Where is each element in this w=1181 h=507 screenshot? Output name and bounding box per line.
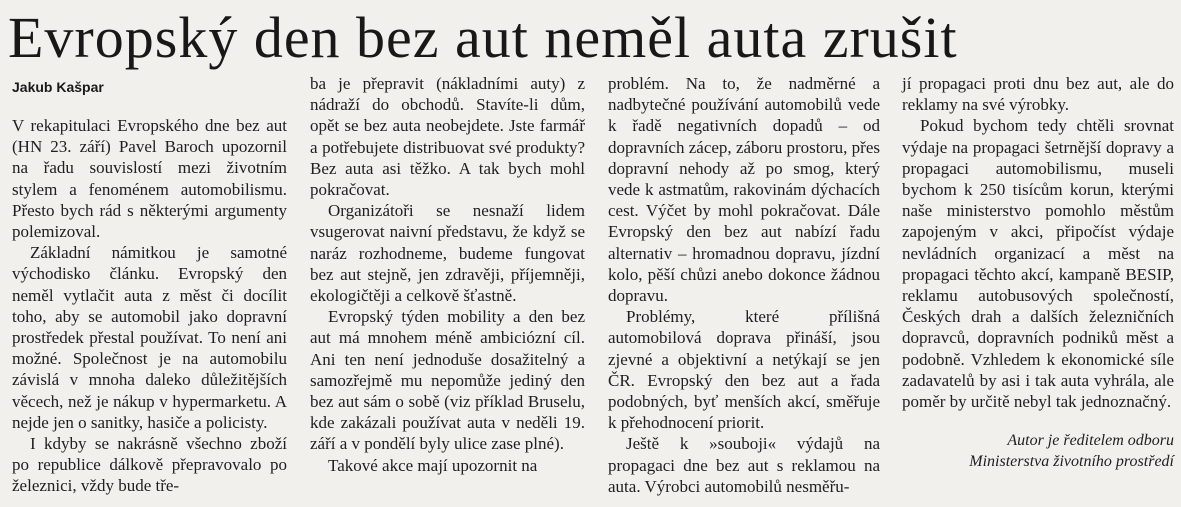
headline: Evropský den bez aut neměl auta zrušit: [8, 5, 958, 70]
column-1: [12, 115, 287, 497]
paragraph: Základní námitkou je samotné východisko článku. Evropský den neměl vytlačit auta z měst či docílit toho, aby se automobil jako dopravní prostředek přestal používat. To není ani možné. Společnost je na automobilu závislá v mnoha daleko důležitějších věcech, než je nákup v hypermarketu. A nejde jen o sanitky, hasiče a policisty.: [12, 243, 287, 432]
paragraph: V rekapitulaci Evropského dne bez aut (HN 23. září) Pavel Baroch upozornil na řadu souvislostí mezi životním stylem a fenoménem automobilismu. Přesto bych rád s některými argumenty polemizoval.: [12, 116, 287, 242]
author-note-line-2: Ministerstva životního prostředí: [969, 453, 1174, 471]
paragraph: I kdyby se nakrásně všechno zboží po republice dálkově přepravovalo po železnici, vždy bude tře-: [12, 434, 287, 496]
author-byline: Jakub Kašpar: [12, 79, 104, 95]
column-3: [608, 73, 880, 497]
column-4: [902, 73, 1174, 472]
paragraph: jí propagaci proti dnu bez aut, ale do reklamy na své výrobky.: [902, 74, 1174, 115]
paragraph: Pokud bychom tedy chtěli srovnat výdaje na propagaci šetrnější dopravy a propagaci automobilismu, museli bychom k 250 tisícům korun, kterými naše ministerstvo pomohlo městům zapojeným v akci, připočíst výdaje nevládních organizací a měst na propagaci těchto akcí, kampaně BESIP, reklamu autobusových společností, Českých drah a dalších železničních dopravců, dopravních podniků měst a podobně. Vzhledem k ekonomické síle zadavatelů by asi i tak auta vyhrála, ale poměr by určitě nebyl tak jednoznačný.: [902, 116, 1174, 412]
paragraph: Problémy, které přílišná automobilová doprava přináší, jsou zjevné a objektivní a netýkají se jen ČR. Evropský den bez aut a řada podobných, byť menších akcí, směřuje k přehodnocení priorit.: [608, 307, 880, 433]
column-2: [310, 73, 585, 476]
paragraph: Takové akce mají upozornit na: [328, 455, 538, 475]
paragraph: Organizátoři se nesnaží lidem vsugerovat naivní představu, že když se naráz rozhodneme, budeme fungovat bez aut stejně, jen zdravěji, příjemněji, ekologičtěji a celkově šťastně.: [310, 201, 585, 306]
author-note-line-1: Autor je ředitelem odboru: [1007, 432, 1174, 450]
paragraph: Ještě k »souboji« výdajů na propagaci dne bez aut s reklamou na auta. Výrobci automobilů nesměřu-: [608, 434, 880, 496]
author-note: [902, 430, 1174, 472]
paragraph: ba je přepravit (nákladními auty) z nádraží do obchodů. Stavíte-li dům, opět se bez auta neobejdete. Jste farmář a potřebujete distribuovat své produkty? Bez auta asi těžko. A tak bych mohl pokračovat.: [310, 74, 585, 200]
paragraph: problém. Na to, že nadměrné a nadbytečné používání automobilů vede k řadě negativních dopadů – od dopravních zácep, záboru prostoru, přes dopravní nehody až po smog, který vede k astmatům, rakovinám dýchacích cest. Výčet by mohl pokračovat. Dále Evropský den bez aut nabízí řadu alternativ – hromadnou dopravu, jízdní kolo, pěší chůzi anebo dokonce žádnou dopravu.: [608, 74, 880, 306]
paragraph: Evropský týden mobility a den bez aut má mnohem méně ambiciózní cíl. Ani ten není jednoduše dosažitelný a samozřejmě mu nepomůže jediný den bez aut sám o sobě (viz příklad Bruselu, kde zakázali používat auta v neděli 19. září a v pondělí byly ulice zase plné).: [310, 307, 585, 454]
